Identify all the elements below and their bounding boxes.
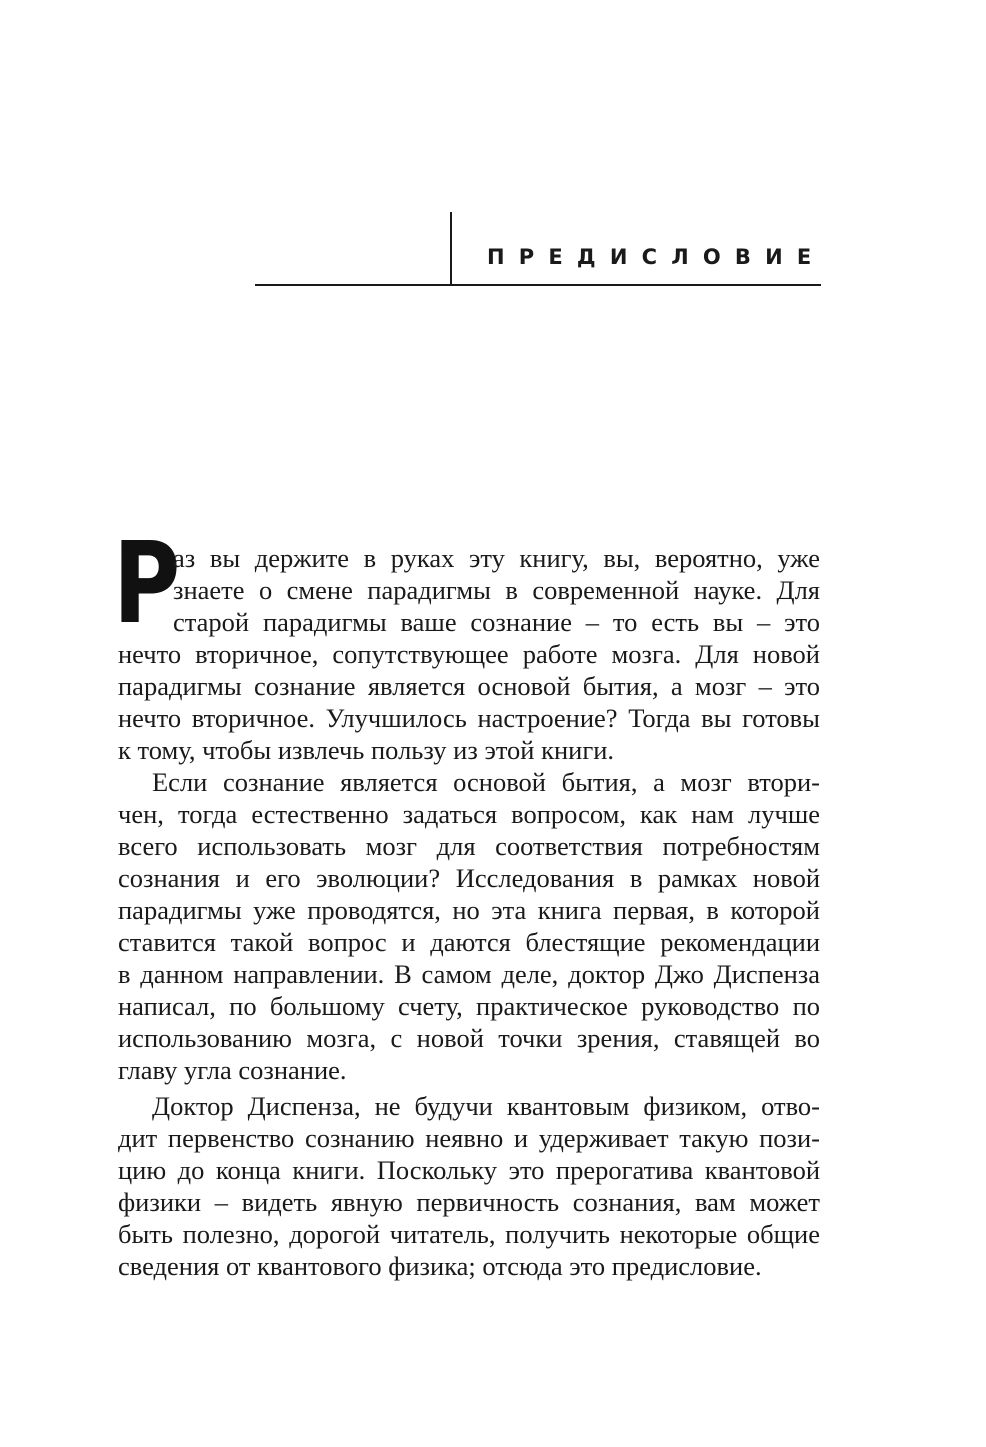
text-line: быть полезно, дорогой читатель, получить некоторые общие xyxy=(118,1219,820,1249)
text-line: парадигмы сознание является основой бытия, а мозг – это xyxy=(118,671,820,701)
text-line: старой парадигмы ваше сознание – то есть вы – это xyxy=(173,607,820,637)
drop-cap: Р xyxy=(113,519,181,649)
text-line: написал, по большому счету, практическое руководство по xyxy=(118,991,820,1021)
text-line: Доктор Диспенза, не будучи квантовым физиком, отво- xyxy=(152,1091,820,1121)
text-line: главу угла сознание. xyxy=(118,1055,347,1085)
text-line: физики – видеть явную первичность сознания, вам может xyxy=(118,1187,820,1217)
text-line: аз вы держите в руках эту книгу, вы, вероятно, уже xyxy=(173,543,820,573)
text-line: сознания и его эволюции? Исследования в рамках новой xyxy=(118,863,820,893)
text-line: в данном направлении. В самом деле, доктор Джо Диспенза xyxy=(118,959,820,989)
text-line: дит первенство сознанию неявно и удерживает такую пози- xyxy=(118,1123,820,1153)
text-line: парадигмы уже проводятся, но эта книга первая, в которой xyxy=(118,895,820,925)
header-vertical-rule xyxy=(450,212,452,286)
text-line: всего использовать мозг для соответствия потребностям xyxy=(118,831,820,861)
text-line: использованию мозга, с новой точки зрения, ставящей во xyxy=(118,1023,820,1053)
text-line: чен, тогда естественно задаться вопросом, как нам лучше xyxy=(118,799,820,829)
text-line: к тому, чтобы извлечь пользу из этой книги. xyxy=(118,735,615,765)
text-line: Если сознание является основой бытия, а мозг втори- xyxy=(152,767,820,797)
text-line: ставится такой вопрос и даются блестящие рекомендации xyxy=(118,927,820,957)
text-line: цию до конца книги. Поскольку это прерогатива квантовой xyxy=(118,1155,820,1185)
text-line: нечто вторичное, сопутствующее работе мозга. Для новой xyxy=(118,639,820,669)
header-horizontal-rule xyxy=(255,284,821,286)
text-line: сведения от квантового физика; отсюда это предисловие. xyxy=(118,1251,762,1281)
chapter-title: ПРЕДИСЛОВИЕ xyxy=(487,245,826,269)
text-line: знаете о смене парадигмы в современной науке. Для xyxy=(173,575,820,605)
text-line: нечто вторичное. Улучшилось настроение? Тогда вы готовы xyxy=(118,703,820,733)
